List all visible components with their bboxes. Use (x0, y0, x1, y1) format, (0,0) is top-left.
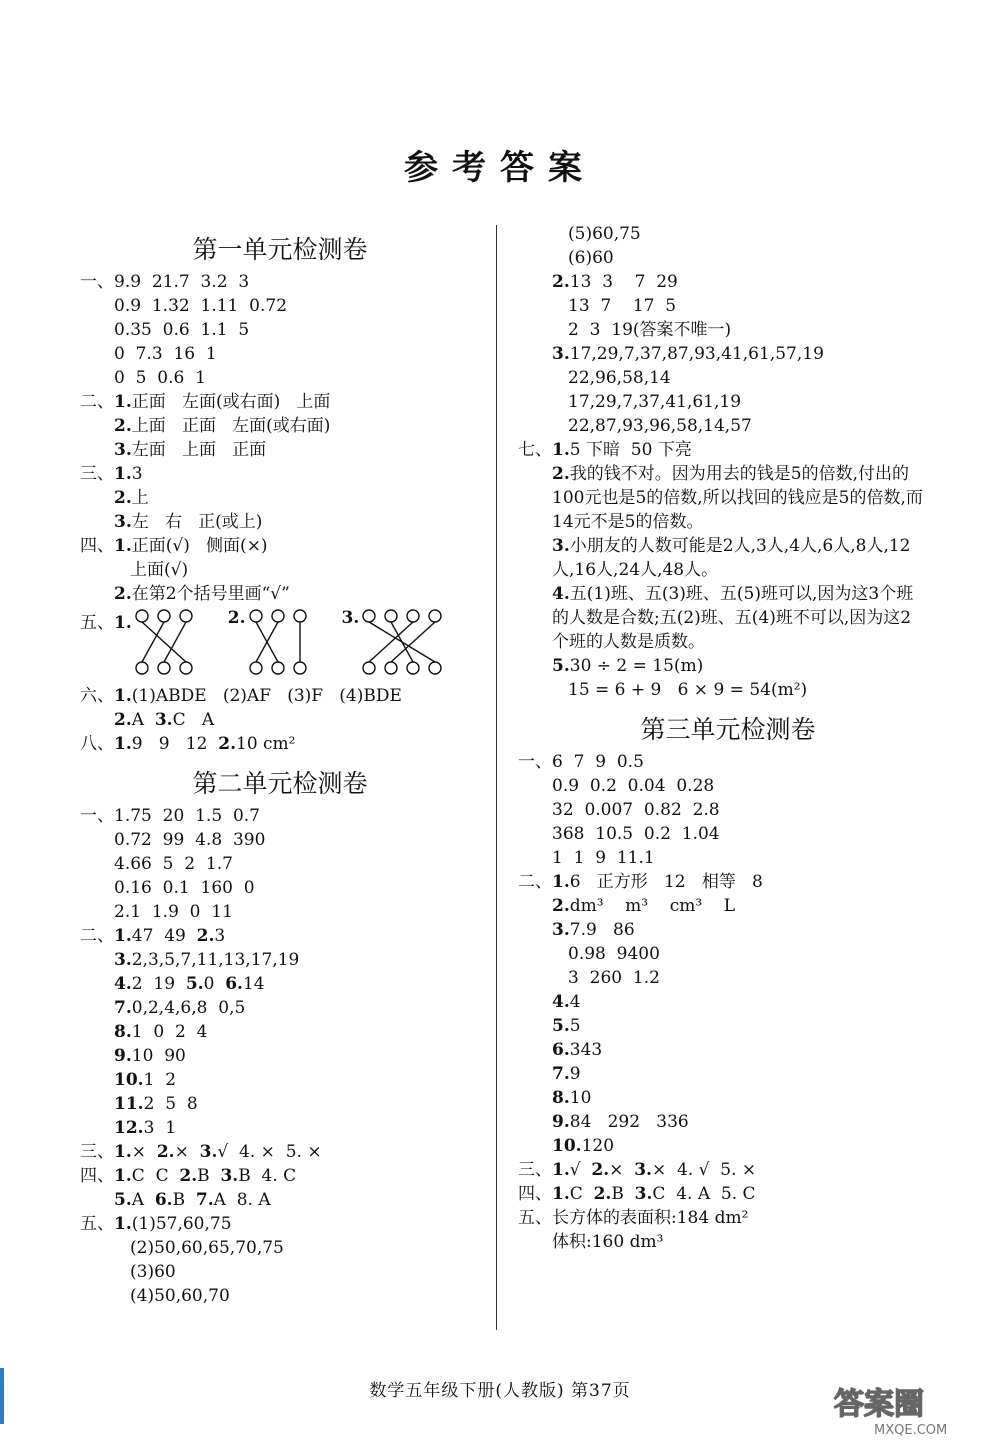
unit1-answers-continued (80, 684, 480, 756)
answer-text: 1 1 9 11.1 (552, 848, 655, 868)
answer-line (80, 1116, 480, 1140)
answer-text: √ 4. × 5. × (217, 1142, 322, 1162)
answer-text: 10 cm² (236, 734, 296, 754)
answer-text: 9 (569, 1064, 581, 1084)
answer-text: 3 260 1.2 (568, 968, 660, 988)
section-prefix: 六、 (80, 686, 114, 706)
left-column (80, 222, 480, 1308)
answer-line (518, 1062, 938, 1086)
answer-line (80, 1140, 480, 1164)
answer-line (518, 654, 938, 678)
answer-text: × (131, 1142, 157, 1162)
answer-line (518, 966, 938, 990)
item-number: 1. (114, 734, 132, 754)
answer-line (80, 462, 480, 486)
answer-text: (4)50,60,70 (130, 1286, 230, 1306)
answer-line (80, 366, 480, 390)
answer-text: 6 正方形 12 相等 8 (569, 872, 763, 892)
answer-line (518, 582, 938, 654)
answer-text: 13 7 17 5 (568, 296, 677, 316)
answer-line (80, 438, 480, 462)
answer-line (518, 678, 938, 702)
section-prefix: 三、 (80, 1142, 114, 1162)
answer-line (518, 1134, 938, 1158)
item-number: 11. (114, 1094, 144, 1114)
answer-text: × 4. √ 5. × (651, 1160, 757, 1180)
answer-line (518, 342, 938, 366)
answer-line (80, 852, 480, 876)
answer-line (518, 1206, 938, 1230)
answer-text: 2 3 19(答案不唯一) (568, 320, 732, 340)
unit1-answers (80, 270, 480, 606)
item-number: 8. (114, 1022, 132, 1042)
answer-text: C C (131, 1166, 180, 1186)
answer-line (80, 876, 480, 900)
answer-text: 32 0.007 0.82 2.8 (552, 800, 720, 820)
item-number: 1. (114, 536, 132, 556)
answer-line (80, 708, 480, 732)
item-number: 7. (114, 998, 132, 1018)
answer-line (80, 534, 480, 558)
answer-text: 5 下暗 50 下亮 (569, 440, 692, 460)
answer-text: 我的钱不对。因为用去的钱是5的倍数,付出的100元也是5的倍数,所以找回的钱应是5的倍数,而14元不是5的倍数。 (552, 464, 923, 532)
answer-line (518, 1038, 938, 1062)
answer-text: 84 292 336 (569, 1112, 689, 1132)
answer-text: 左 右 正(或上) (131, 512, 263, 532)
item-number: 1. (114, 926, 132, 946)
answer-line (518, 750, 938, 774)
item-number: 2. (593, 1184, 612, 1204)
section-prefix: 一、 (518, 752, 552, 772)
answer-text: 1.75 20 1.5 0.7 (114, 806, 260, 826)
answer-text: 10 (569, 1088, 592, 1108)
answer-text: √ (569, 1160, 592, 1180)
answer-line (518, 390, 938, 414)
item-number: 5. (185, 974, 204, 994)
answer-line (518, 942, 938, 966)
answer-text: 0.35 0.6 1.1 5 (114, 320, 250, 340)
answer-line (80, 558, 480, 582)
answer-text: 4 (569, 992, 581, 1012)
answer-line (80, 732, 480, 756)
answer-text: 15 = 6 + 9 6 × 9 = 54(m²) (568, 680, 808, 700)
answer-line (80, 390, 480, 414)
answer-line (80, 1068, 480, 1092)
answer-text: B 4. C (238, 1166, 297, 1186)
item-number: 3. (199, 1142, 218, 1162)
unit2-answers-continued (518, 222, 938, 702)
answer-line (518, 294, 938, 318)
item-number: 3. (220, 1166, 239, 1186)
item-number: 4. (552, 584, 570, 604)
answer-text: 正面(√) 侧面(×) (131, 536, 268, 556)
answer-text: × (174, 1142, 200, 1162)
section-prefix: 三、 (80, 464, 114, 484)
answer-text: 上面 正面 左面(或右面) (131, 416, 331, 436)
unit3-answers (518, 750, 938, 1254)
item-number: 5. (114, 1190, 132, 1210)
answer-text: 22,87,93,96,58,14,57 (568, 416, 752, 436)
answer-text: 13 3 7 29 (569, 272, 678, 292)
cross-lines-diagram-1 (134, 608, 216, 678)
section-prefix: 二、 (80, 926, 114, 946)
unit3-title: 第三单元检测卷 (640, 715, 816, 744)
answer-text: 左面 上面 正面 (131, 440, 267, 460)
item-number: 4. (114, 974, 132, 994)
answer-line (80, 684, 480, 708)
answer-line (518, 774, 938, 798)
answer-line (518, 870, 938, 894)
item-number: 1. (552, 440, 570, 460)
answer-text: 4.66 5 2 1.7 (114, 854, 233, 874)
item-number: 1. (552, 872, 570, 892)
item-number: 10. (552, 1136, 582, 1156)
answer-line (518, 918, 938, 942)
item-number: 1. (114, 686, 132, 706)
answer-text: 0.72 99 4.8 390 (114, 830, 266, 850)
answer-text: C A (172, 710, 215, 730)
answer-text: C 4. A 5. C (652, 1184, 756, 1204)
right-column (518, 222, 938, 1254)
item-number: 2. (552, 464, 570, 484)
answer-line (518, 462, 938, 534)
answer-text: 2 19 (131, 974, 186, 994)
diagram-3: 3. (342, 608, 462, 678)
answer-line (518, 1086, 938, 1110)
answer-text: 17,29,7,37,87,93,41,61,57,19 (569, 344, 824, 364)
item-number: 12. (114, 1118, 144, 1138)
section-prefix: 一、 (80, 806, 114, 826)
answer-line (80, 1044, 480, 1068)
answer-line (80, 948, 480, 972)
watermark-big-text: 答案圈 (834, 1387, 924, 1422)
item-number: 10. (114, 1070, 144, 1090)
answer-text: 0 5 0.6 1 (114, 368, 206, 388)
item-number: 3. (634, 1160, 652, 1180)
answer-text: 0.9 0.2 0.04 0.28 (552, 776, 715, 796)
section-prefix: 二、 (518, 872, 552, 892)
item-number: 7. (195, 1190, 214, 1210)
answer-text: 22,96,58,14 (568, 368, 671, 388)
section-prefix: 四、 (80, 536, 114, 556)
item-number: 3. (552, 344, 570, 364)
answer-line (518, 1230, 938, 1254)
answer-text: 5 (569, 1016, 581, 1036)
answer-line (80, 270, 480, 294)
answer-line (80, 1260, 480, 1284)
answer-text: 47 49 (131, 926, 197, 946)
answer-line (80, 900, 480, 924)
item-number: 8. (552, 1088, 570, 1108)
item-number: 7. (552, 1064, 570, 1084)
answer-line (80, 582, 480, 606)
answer-text: 五(1)班、五(3)班、五(5)班可以,因为这3个班的人数是合数;五(2)班、五(4)班不可以,因为这2个班的人数是质数。 (552, 584, 914, 652)
answer-text: B (172, 1190, 196, 1210)
section-prefix: 四、 (518, 1184, 552, 1204)
item-number: 2. (218, 734, 236, 754)
item-number: 1. (552, 1160, 570, 1180)
answer-text: 3 (214, 926, 226, 946)
answer-text: 小朋友的人数可能是2人,3人,4人,6人,8人,12人,16人,24人,48人。 (552, 536, 911, 580)
item-number: 2. (114, 584, 132, 604)
item-number: 5. (552, 656, 570, 676)
item-number: 3. (114, 440, 132, 460)
cross-lines-diagram-3 (361, 608, 461, 678)
item-number: 5. (552, 1016, 570, 1036)
answer-line (518, 222, 938, 246)
answer-text: 1 0 2 4 (131, 1022, 208, 1042)
answer-text: 6 7 9 0.5 (552, 752, 644, 772)
answer-line (80, 510, 480, 534)
watermark-logo (830, 1380, 980, 1440)
page-title: 参考答案 (404, 148, 596, 188)
cross-lines-diagram-2 (248, 608, 330, 678)
answer-line (518, 822, 938, 846)
item-number: 3. (114, 512, 132, 532)
item-number: 3. (154, 710, 173, 730)
item-number: 6. (225, 974, 243, 994)
item-number: 3. (552, 920, 570, 940)
answer-line (518, 894, 938, 918)
answer-text: 368 10.5 0.2 1.04 (552, 824, 720, 844)
section-prefix: 一、 (80, 272, 114, 292)
section-prefix: 八、 (80, 734, 114, 754)
section-prefix: 四、 (80, 1166, 114, 1186)
item-number: 2. (156, 1142, 175, 1162)
answer-text: B (611, 1184, 635, 1204)
answer-line (80, 318, 480, 342)
answer-text: 2 5 8 (143, 1094, 198, 1114)
item-number: 1. (114, 392, 132, 412)
answer-text: 14 (242, 974, 265, 994)
answer-text: (1)57,60,75 (131, 1214, 232, 1234)
answer-text: B (197, 1166, 221, 1186)
answer-text: 343 (569, 1040, 603, 1060)
answer-line (80, 342, 480, 366)
item-number: 3. (114, 950, 132, 970)
answer-text: × (609, 1160, 635, 1180)
section-prefix: 五、 (518, 1208, 552, 1228)
answer-text: 3 (131, 464, 143, 484)
section-prefix: 三、 (518, 1160, 552, 1180)
answer-text: (5)60,75 (568, 224, 641, 244)
answer-line (80, 414, 480, 438)
answer-line (518, 1182, 938, 1206)
answer-text: 17,29,7,37,41,61,19 (568, 392, 742, 412)
unit2-title: 第二单元检测卷 (192, 769, 368, 798)
item-number: 2. (196, 926, 215, 946)
section-prefix: 二、 (80, 392, 114, 412)
answer-line (80, 1188, 480, 1212)
column-divider (496, 225, 497, 1330)
answer-text: A 8. A (213, 1190, 271, 1210)
answer-line (80, 1164, 480, 1188)
item-number: 2. (114, 710, 132, 730)
answer-text: A (131, 1190, 155, 1210)
diagram-2: 2. (228, 608, 330, 678)
answer-line (80, 996, 480, 1020)
answer-line (80, 924, 480, 948)
answer-text: C (569, 1184, 594, 1204)
item-number: 2. (552, 272, 570, 292)
item-number: 3. (552, 536, 570, 556)
answer-line (518, 1158, 938, 1182)
answer-line (518, 990, 938, 1014)
answer-line (80, 294, 480, 318)
item-number: 2. (591, 1160, 610, 1180)
answer-line (518, 534, 938, 582)
answer-text: (2)50,60,65,70,75 (130, 1238, 284, 1258)
answer-line (518, 798, 938, 822)
answer-text: 30 ÷ 2 = 15(m) (569, 656, 704, 676)
answer-text: 0 7.3 16 1 (114, 344, 217, 364)
answer-text: 正面 左面(或右面) 上面 (131, 392, 331, 412)
answer-line (80, 828, 480, 852)
answer-line (518, 366, 938, 390)
answer-line (518, 246, 938, 270)
answer-text: 0.9 1.32 1.11 0.72 (114, 296, 288, 316)
answer-line (518, 846, 938, 870)
answer-text: 0.16 0.1 160 0 (114, 878, 255, 898)
answer-text: 3 1 (143, 1118, 177, 1138)
watermark-url: MXQE.COM (874, 1423, 948, 1438)
answer-text: 在第2个括号里画“√” (131, 584, 290, 604)
answer-text: 长方体的表面积:184 dm² (552, 1208, 749, 1228)
matching-diagrams (80, 608, 480, 680)
answer-text: A (131, 710, 155, 730)
answer-text: 上 (131, 488, 149, 508)
item-number: 1. (114, 1214, 132, 1234)
answer-line (80, 1236, 480, 1260)
answer-text: 上面(√) (130, 560, 189, 580)
section-prefix: 五、 (80, 1214, 114, 1234)
item-number: 3. (634, 1184, 653, 1204)
answer-line (518, 414, 938, 438)
answer-line (80, 1092, 480, 1116)
answer-text: dm³ m³ cm³ L (569, 896, 736, 916)
item-number: 1. (114, 1142, 132, 1162)
diagram-1 (80, 608, 216, 678)
answer-line (80, 486, 480, 510)
answer-text: 体积:160 dm³ (552, 1232, 664, 1252)
answer-text: 2.1 1.9 0 11 (114, 902, 233, 922)
answer-text: (3)60 (130, 1262, 176, 1282)
answer-text: 0,2,4,6,8 0,5 (131, 998, 246, 1018)
item-number: 9. (552, 1112, 570, 1132)
unit2-answers (80, 804, 480, 1308)
answer-line (518, 270, 938, 294)
answer-line (80, 1212, 480, 1236)
edge-mark (0, 1368, 4, 1424)
answer-line (80, 804, 480, 828)
answer-line (518, 1014, 938, 1038)
item-number: 1. (114, 464, 132, 484)
answer-text: (6)60 (568, 248, 614, 268)
answer-text: 0 (203, 974, 226, 994)
answer-text: (1)ABDE (2)AF (3)F (4)BDE (131, 686, 402, 706)
item-number: 6. (154, 1190, 173, 1210)
item-number: 1. (114, 1166, 132, 1186)
item-number: 2. (114, 488, 132, 508)
item-number: 2. (552, 896, 570, 916)
answer-line (80, 1020, 480, 1044)
answer-text: 7.9 86 (569, 920, 635, 940)
answer-text: 0.98 9400 (568, 944, 660, 964)
answer-text: 9 9 12 (131, 734, 219, 754)
item-number: 2. (114, 416, 132, 436)
answer-text: 120 (581, 1136, 615, 1156)
answer-line (80, 1284, 480, 1308)
answer-line (518, 318, 938, 342)
item-number: 6. (552, 1040, 570, 1060)
answer-line (80, 972, 480, 996)
section-prefix: 七、 (518, 440, 552, 460)
answer-line (518, 438, 938, 462)
diagram-prefix: 五、1. (80, 613, 132, 633)
item-number: 2. (179, 1166, 198, 1186)
unit1-title: 第一单元检测卷 (192, 235, 368, 264)
item-number: 4. (552, 992, 570, 1012)
page-footer: 数学五年级下册(人教版) 第37页 (369, 1381, 631, 1401)
answer-line (518, 1110, 938, 1134)
answer-text: 9.9 21.7 3.2 3 (114, 272, 250, 292)
answer-text: 1 2 (143, 1070, 177, 1090)
answer-text: 2,3,5,7,11,13,17,19 (131, 950, 300, 970)
item-number: 1. (552, 1184, 570, 1204)
item-number: 9. (114, 1046, 132, 1066)
answer-text: 10 90 (131, 1046, 186, 1066)
